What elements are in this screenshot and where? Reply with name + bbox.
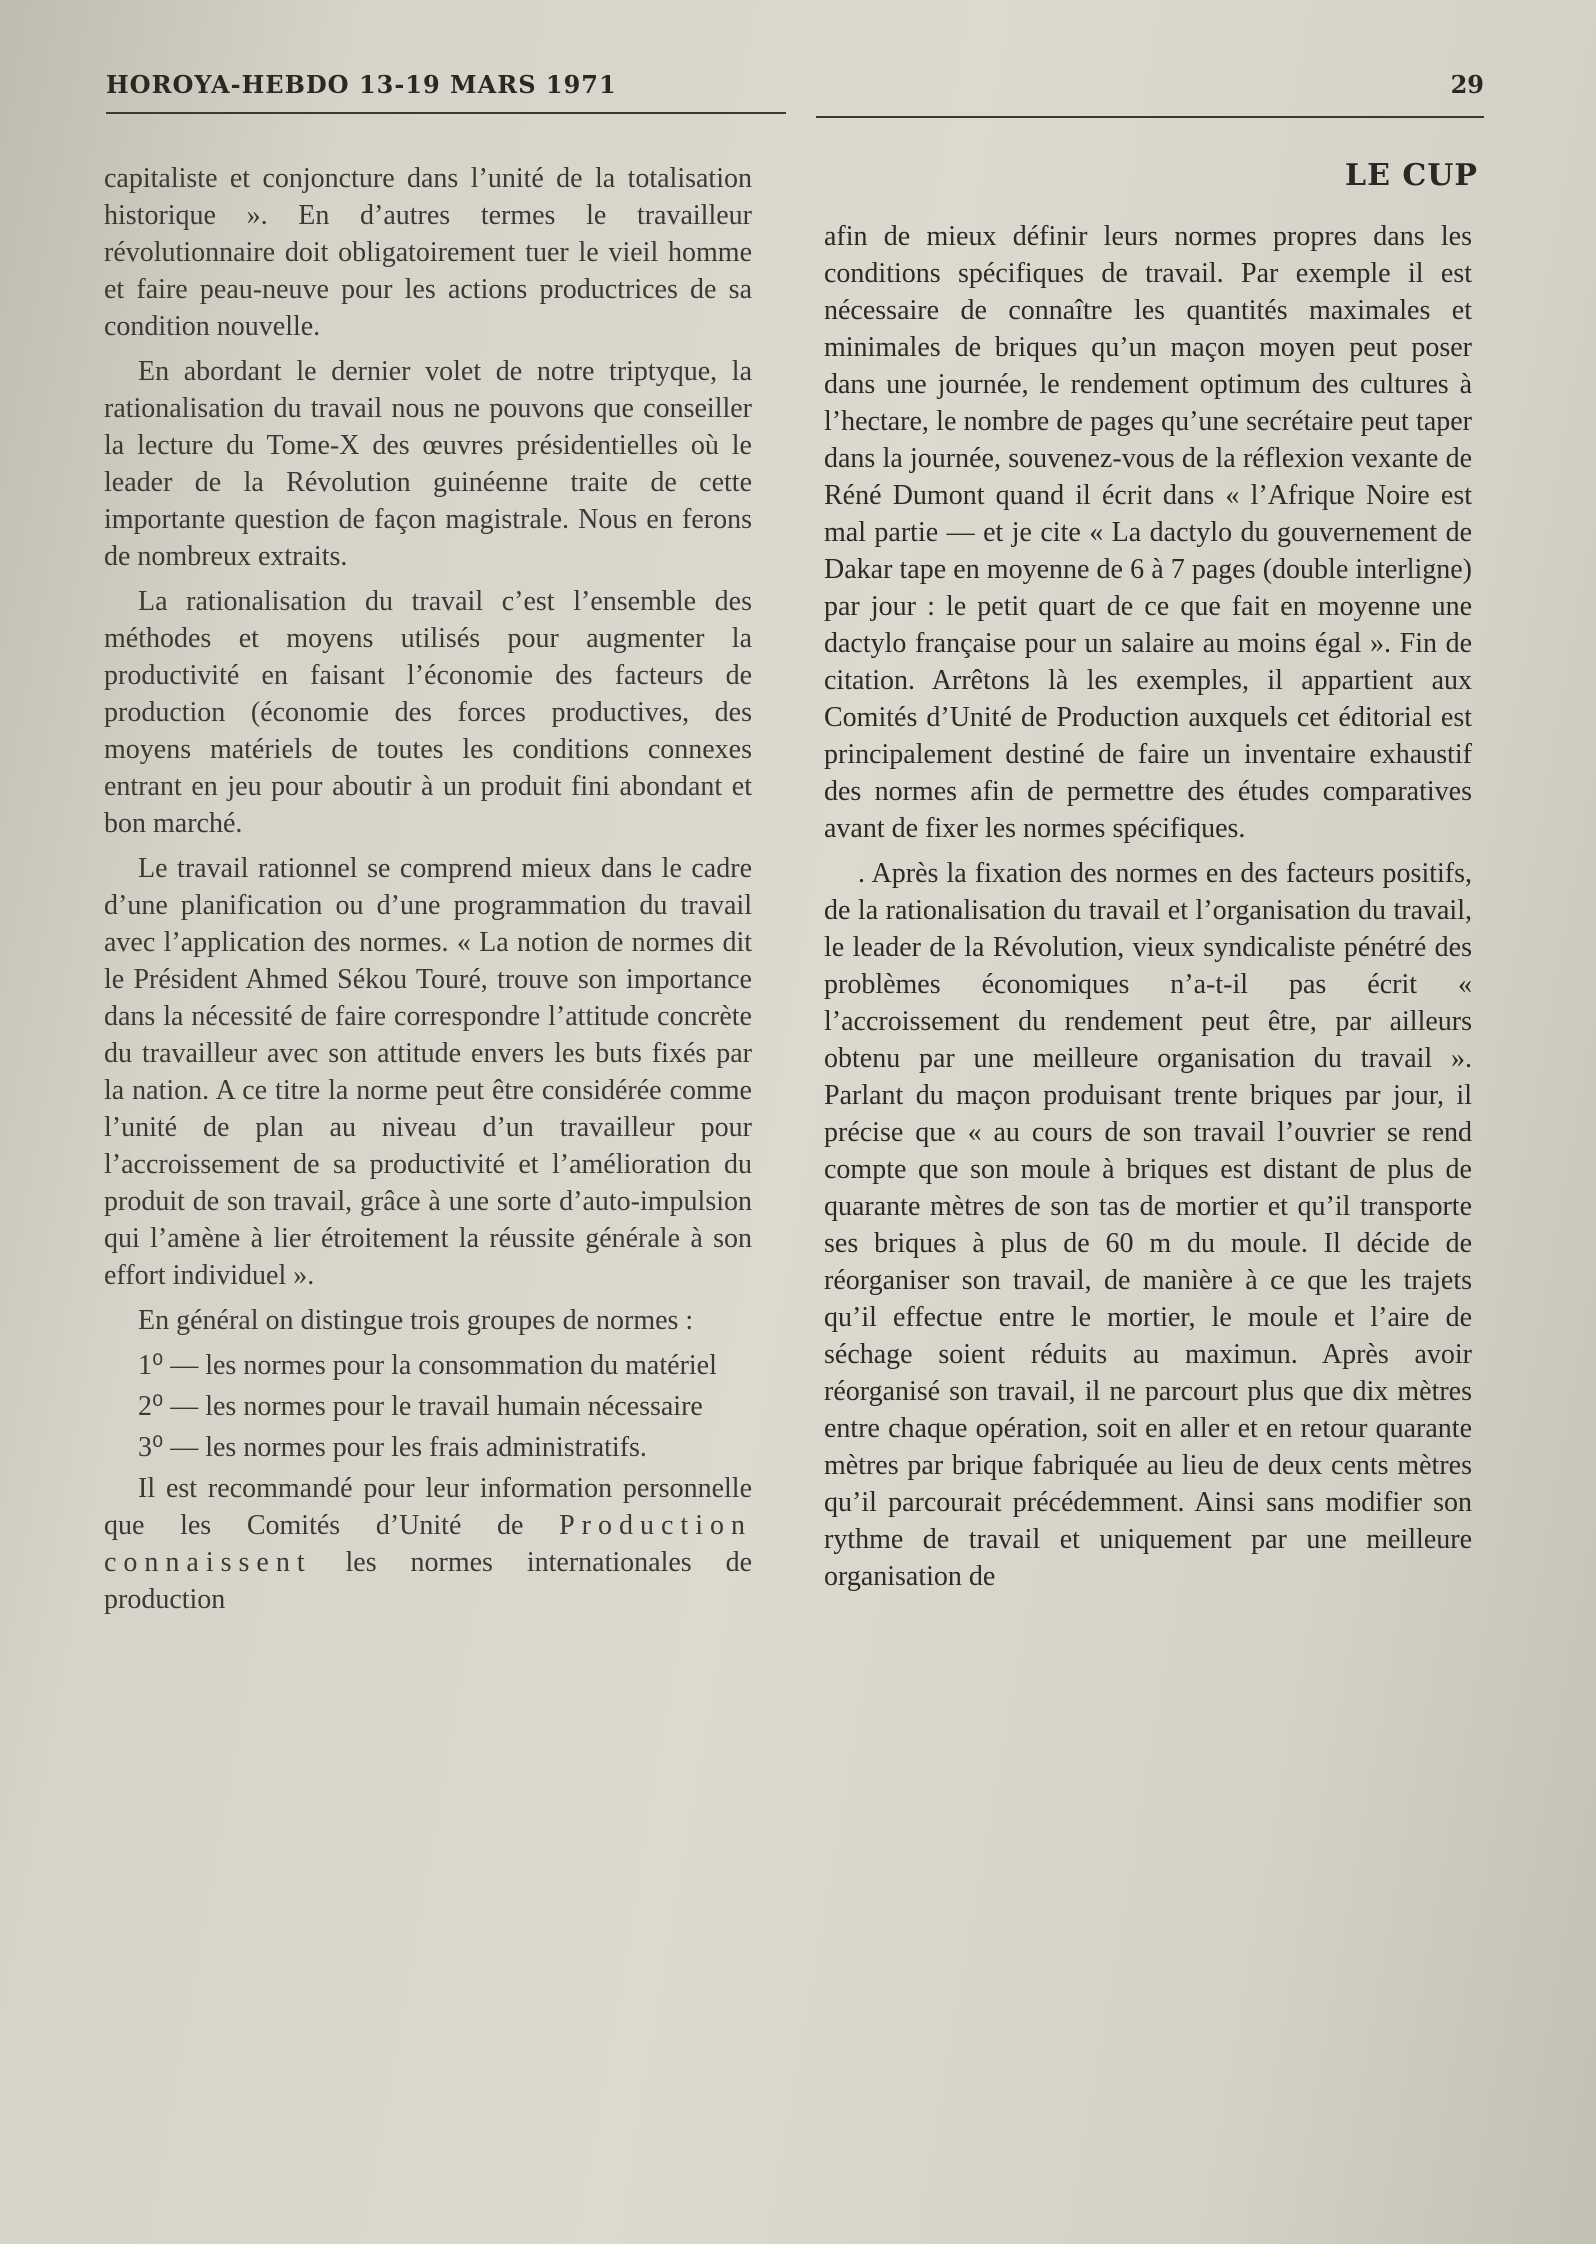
page-number: 29 — [1450, 70, 1484, 99]
norms-list-item-1: 1⁰ — les normes pour la consommation du matériel — [138, 1350, 717, 1381]
left-paragraph-1: capitaliste et conjoncture dans l’unité de la totalisation historique ». En d’autres termes le travailleur révolutionnaire doit obligatoirement tuer le vieil homme et faire peau-neuve pour les actions productrices de sa condition nouvelle. — [104, 163, 752, 342]
left-paragraph-5: En général on distingue trois groupes de normes : — [138, 1305, 694, 1336]
header-rule-left — [106, 112, 786, 114]
header-rule-right — [816, 116, 1484, 118]
left-paragraph-6 — [104, 1470, 752, 1618]
left-paragraph-6-start: Il est recommandé pour leur information personnelle que les Comités d’Unité de — [104, 1473, 752, 1541]
right-paragraph-2: . Après la fixation des normes en des facteurs positifs, de la rationalisation du travail et l’organisation du travail, le leader de la Révolution, vieux syndicaliste pénétré des problèmes économiques n’a-t-il pas écrit « l’accroissement du rendement peut être, par ailleurs obtenu par une meilleure organisation du travail ». Parlant du maçon produisant trente briques par jour, il précise que « au cours de son travail l’ouvrier se rend compte que son moule à briques est distant de plus de quarante mètres de son tas de mortier et qu’il transporte ses briques à plus de 60 m du moule. Il décide de réorganiser son travail, de manière à ce que les trajets qu’il effectue entre le mortier, le moule et l’aire de séchage soient réduits au maximun. Après avoir réorganisé son travail, il ne parcourt plus que dix mètres entre chaque opération, soit en aller et en retour quarante mètres par brique fabriquée au lieu de deux cents mètres qu’il parcourait précédemment. Ainsi sans modifier son rythme de travail et uniquement par une meilleure organisation de — [824, 858, 1472, 1592]
left-paragraph-4: Le travail rationnel se comprend mieux dans le cadre d’une planification ou d’une programmation du travail avec l’application des normes. « La notion de normes dit le Président Ahmed Sékou Touré, trouve son importance dans la nécessité de faire correspondre l’attitude concrète du travailleur avec son attitude envers les buts fixés par la nation. A ce titre la norme peut être considérée comme l’unité de plan au niveau d’un travailleur pour l’accroissement de sa productivité et l’amélioration du produit de son travail, grâce à une sorte d’auto-impulsion qui l’amène à lier étroitement la réussite générale à son effort individuel ». — [104, 853, 752, 1291]
left-paragraph-6-end: les normes internationales de production — [104, 1547, 752, 1615]
section-label: LE CUP — [1344, 158, 1478, 193]
publication-title: HOROYA-HEBDO 13-19 MARS 1971 — [106, 70, 617, 99]
norms-list-item-2: 2⁰ — les normes pour le travail humain nécessaire — [138, 1391, 703, 1422]
left-paragraph-6-spaced: Production connaissent — [104, 1510, 752, 1578]
left-paragraph-3: La rationalisation du travail c’est l’ensemble des méthodes et moyens utilisés pour augmenter la productivité en faisant l’économie des facteurs de production (économie des forces productives, des moyens matériels de toutes les conditions connexes entrant en jeu pour aboutir à un produit fini abondant et bon marché. — [104, 586, 752, 839]
right-column — [824, 218, 1472, 1603]
left-column — [104, 160, 752, 1626]
right-paragraph-1: afin de mieux définir leurs normes propres dans les conditions spécifiques de travail. Par exemple il est nécessaire de connaître les quantités maximales et minimales de briques qu’un maçon moyen peut poser dans une journée, le rendement optimum des cultures à l’hectare, le nombre de pages qu’une secrétaire peut taper dans la journée, souvenez-vous de la réflexion vexante de Réné Dumont quand il écrit dans « l’Afrique Noire est mal partie — et je cite « La dactylo du gouvernement de Dakar tape en moyenne de 6 à 7 pages (double interligne) par jour : le petit quart de ce que fait en moyenne une dactylo française pour un salaire au moins égal ». Fin de citation. Arrêtons là les exemples, il appartient aux Comités d’Unité de Production auxquels cet éditorial est principalement destiné de faire un inventaire exhaustif des normes afin de permettre des études comparatives avant de fixer les normes spécifiques. — [824, 221, 1472, 844]
page-header — [106, 62, 1484, 112]
left-paragraph-2: En abordant le dernier volet de notre triptyque, la rationalisation du travail nous ne pouvons que conseiller la lecture du Tome-X des œuvres présidentielles où le leader de la Révolution guinéenne traite de cette importante question de façon magistrale. Nous en ferons de nombreux extraits. — [104, 356, 752, 572]
norms-list-item-3: 3⁰ — les normes pour les frais administratifs. — [138, 1432, 647, 1463]
